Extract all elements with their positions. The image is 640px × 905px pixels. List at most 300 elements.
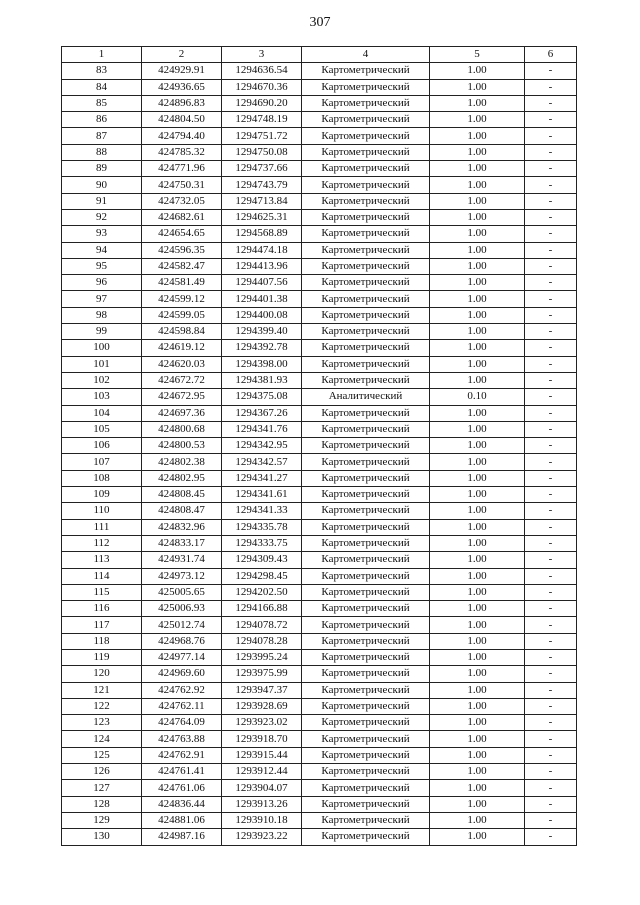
table-cell: 103: [62, 389, 142, 405]
table-cell: 1.00: [430, 128, 525, 144]
table-cell: 1294341.76: [222, 421, 302, 437]
table-row: [62, 715, 577, 731]
table-cell: 1.00: [430, 584, 525, 600]
table-cell: 1.00: [430, 731, 525, 747]
table-row: [62, 454, 577, 470]
table-row: [62, 421, 577, 437]
table-cell: 1.00: [430, 177, 525, 193]
table-cell: Картометрический: [302, 617, 430, 633]
table-cell: 1.00: [430, 698, 525, 714]
table-cell: 107: [62, 454, 142, 470]
table-row: [62, 519, 577, 535]
table-cell: -: [525, 193, 577, 209]
table-cell: Картометрический: [302, 649, 430, 665]
table-cell: -: [525, 829, 577, 845]
table-cell: 424750.31: [142, 177, 222, 193]
table-cell: 110: [62, 503, 142, 519]
table-cell: 425005.65: [142, 584, 222, 600]
table-cell: 1293923.22: [222, 829, 302, 845]
table-cell: 1.00: [430, 405, 525, 421]
table-cell: 1294748.19: [222, 112, 302, 128]
table-cell: 102: [62, 372, 142, 388]
table-cell: 86: [62, 112, 142, 128]
table-cell: -: [525, 552, 577, 568]
table-cell: 1.00: [430, 226, 525, 242]
table-row: [62, 617, 577, 633]
table-cell: 424596.35: [142, 242, 222, 258]
table-cell: Картометрический: [302, 324, 430, 340]
table-cell: 94: [62, 242, 142, 258]
table-cell: 88: [62, 144, 142, 160]
table-cell: -: [525, 747, 577, 763]
table-row: [62, 812, 577, 828]
table-cell: 129: [62, 812, 142, 828]
table-cell: -: [525, 177, 577, 193]
table-cell: 1294690.20: [222, 95, 302, 111]
table-cell: Картометрический: [302, 275, 430, 291]
table-cell: 1293923.02: [222, 715, 302, 731]
table-cell: 424620.03: [142, 356, 222, 372]
table-cell: 1294341.27: [222, 470, 302, 486]
table-cell: Картометрический: [302, 193, 430, 209]
table-cell: Картометрический: [302, 144, 430, 160]
table-row: [62, 698, 577, 714]
table-cell: 1294166.88: [222, 601, 302, 617]
table-cell: 424732.05: [142, 193, 222, 209]
table-cell: 424808.45: [142, 487, 222, 503]
table-cell: 1294333.75: [222, 535, 302, 551]
table-cell: 101: [62, 356, 142, 372]
table-cell: 424929.91: [142, 63, 222, 79]
table-row: [62, 79, 577, 95]
table-row: [62, 324, 577, 340]
table-cell: 121: [62, 682, 142, 698]
table-cell: 1294398.00: [222, 356, 302, 372]
table-cell: 1294078.72: [222, 617, 302, 633]
table-cell: 1294636.54: [222, 63, 302, 79]
table-cell: Картометрический: [302, 242, 430, 258]
table-row: [62, 161, 577, 177]
table-cell: Картометрический: [302, 568, 430, 584]
header-cell: 2: [142, 47, 222, 63]
table-cell: -: [525, 519, 577, 535]
table-cell: 112: [62, 535, 142, 551]
table-row: [62, 764, 577, 780]
table-row: [62, 340, 577, 356]
table-cell: 424761.06: [142, 780, 222, 796]
table-cell: -: [525, 242, 577, 258]
table-row: [62, 95, 577, 111]
table-cell: 1294413.96: [222, 258, 302, 274]
table-cell: 1.00: [430, 275, 525, 291]
table-row: [62, 552, 577, 568]
table-row: [62, 568, 577, 584]
table-row: [62, 275, 577, 291]
table-cell: -: [525, 389, 577, 405]
table-cell: 424619.12: [142, 340, 222, 356]
table-cell: 1294341.33: [222, 503, 302, 519]
table-cell: 1.00: [430, 715, 525, 731]
table-cell: 1294713.84: [222, 193, 302, 209]
table-row: [62, 389, 577, 405]
table-cell: 1294341.61: [222, 487, 302, 503]
table-cell: 1.00: [430, 601, 525, 617]
table-cell: 1294474.18: [222, 242, 302, 258]
table-cell: 1294743.79: [222, 177, 302, 193]
table-cell: 126: [62, 764, 142, 780]
table-cell: -: [525, 291, 577, 307]
table-cell: 1294381.93: [222, 372, 302, 388]
table-cell: Картометрический: [302, 731, 430, 747]
table-cell: 424763.88: [142, 731, 222, 747]
table-cell: 118: [62, 633, 142, 649]
table-cell: -: [525, 649, 577, 665]
table-cell: -: [525, 454, 577, 470]
table-cell: Картометрический: [302, 405, 430, 421]
table-cell: -: [525, 584, 577, 600]
table-cell: Картометрический: [302, 226, 430, 242]
table-cell: 1.00: [430, 682, 525, 698]
table-cell: Картометрический: [302, 128, 430, 144]
table-cell: Картометрический: [302, 764, 430, 780]
table-cell: Картометрический: [302, 438, 430, 454]
table-cell: Картометрический: [302, 258, 430, 274]
table-cell: Картометрический: [302, 812, 430, 828]
table-cell: 123: [62, 715, 142, 731]
table-cell: Картометрический: [302, 780, 430, 796]
table-cell: 424936.65: [142, 79, 222, 95]
table-cell: 1293912.44: [222, 764, 302, 780]
table-cell: 424672.72: [142, 372, 222, 388]
table-cell: -: [525, 275, 577, 291]
table-cell: Картометрический: [302, 829, 430, 845]
table-cell: 1.00: [430, 356, 525, 372]
table-cell: Картометрический: [302, 698, 430, 714]
table-cell: -: [525, 356, 577, 372]
table-cell: 91: [62, 193, 142, 209]
table-cell: -: [525, 780, 577, 796]
table-cell: 424808.47: [142, 503, 222, 519]
table-row: [62, 307, 577, 323]
table-cell: -: [525, 63, 577, 79]
table-cell: -: [525, 421, 577, 437]
page-number: 307: [309, 15, 331, 30]
table-cell: -: [525, 112, 577, 128]
table-cell: 424762.11: [142, 698, 222, 714]
table-cell: 1.00: [430, 503, 525, 519]
table-cell: Картометрический: [302, 519, 430, 535]
table-cell: 1.00: [430, 649, 525, 665]
table-cell: 130: [62, 829, 142, 845]
table-cell: 424762.92: [142, 682, 222, 698]
table-cell: 1.00: [430, 63, 525, 79]
table-cell: 99: [62, 324, 142, 340]
table-row: [62, 193, 577, 209]
table-cell: 114: [62, 568, 142, 584]
table-cell: -: [525, 535, 577, 551]
table-cell: -: [525, 307, 577, 323]
table-cell: 125: [62, 747, 142, 763]
table-cell: 1.00: [430, 747, 525, 763]
table-cell: 424785.32: [142, 144, 222, 160]
table-cell: 1.00: [430, 291, 525, 307]
table-cell: 1.00: [430, 324, 525, 340]
table-cell: 113: [62, 552, 142, 568]
table-cell: Картометрический: [302, 601, 430, 617]
table-row: [62, 666, 577, 682]
table-cell: 104: [62, 405, 142, 421]
table-cell: 1294407.56: [222, 275, 302, 291]
table-cell: 122: [62, 698, 142, 714]
table-cell: 1.00: [430, 242, 525, 258]
table-row: [62, 405, 577, 421]
table-cell: 1.00: [430, 487, 525, 503]
table-cell: 1.00: [430, 535, 525, 551]
table-cell: 424654.65: [142, 226, 222, 242]
table-cell: -: [525, 698, 577, 714]
table-cell: 424764.09: [142, 715, 222, 731]
table-cell: Картометрический: [302, 112, 430, 128]
table-cell: 1293918.70: [222, 731, 302, 747]
table-cell: 424599.12: [142, 291, 222, 307]
table-cell: 1294568.89: [222, 226, 302, 242]
table-cell: 1.00: [430, 666, 525, 682]
header-row: [62, 47, 577, 63]
table-row: [62, 584, 577, 600]
table-row: [62, 438, 577, 454]
table-cell: -: [525, 324, 577, 340]
table-cell: 105: [62, 421, 142, 437]
table-row: [62, 633, 577, 649]
table-cell: 1293928.69: [222, 698, 302, 714]
table-row: [62, 356, 577, 372]
table-cell: 425012.74: [142, 617, 222, 633]
table-cell: 424832.96: [142, 519, 222, 535]
table-cell: 90: [62, 177, 142, 193]
table-cell: 424771.96: [142, 161, 222, 177]
table-cell: Картометрический: [302, 470, 430, 486]
table-cell: 85: [62, 95, 142, 111]
coordinates-table: [61, 46, 577, 846]
table-cell: 1.00: [430, 454, 525, 470]
table-row: [62, 226, 577, 242]
table-cell: 1294751.72: [222, 128, 302, 144]
table-row: [62, 601, 577, 617]
table-cell: 96: [62, 275, 142, 291]
table-cell: 1.00: [430, 307, 525, 323]
table-row: [62, 535, 577, 551]
table-cell: Картометрический: [302, 161, 430, 177]
table-cell: 1294670.36: [222, 79, 302, 95]
table-cell: 84: [62, 79, 142, 95]
table-cell: 424800.53: [142, 438, 222, 454]
table-cell: Картометрический: [302, 63, 430, 79]
table-row: [62, 682, 577, 698]
table-cell: -: [525, 79, 577, 95]
table-row: [62, 649, 577, 665]
table-cell: 1.00: [430, 552, 525, 568]
table-cell: 1293975.99: [222, 666, 302, 682]
table-cell: Картометрический: [302, 633, 430, 649]
table-cell: 1294367.26: [222, 405, 302, 421]
table-cell: Картометрический: [302, 682, 430, 698]
table-cell: 97: [62, 291, 142, 307]
table-row: [62, 63, 577, 79]
table-cell: 1.00: [430, 438, 525, 454]
table-cell: 424697.36: [142, 405, 222, 421]
table-cell: 1.00: [430, 372, 525, 388]
table-cell: -: [525, 568, 577, 584]
header-cell: 5: [430, 47, 525, 63]
table-cell: -: [525, 812, 577, 828]
table-cell: 1.00: [430, 470, 525, 486]
table-cell: 424599.05: [142, 307, 222, 323]
table-cell: 1.00: [430, 812, 525, 828]
table-cell: 1.00: [430, 617, 525, 633]
table-row: [62, 258, 577, 274]
table-cell: 424881.06: [142, 812, 222, 828]
table-cell: 92: [62, 209, 142, 225]
table-cell: 124: [62, 731, 142, 747]
table-cell: -: [525, 731, 577, 747]
table-cell: Картометрический: [302, 454, 430, 470]
table-row: [62, 209, 577, 225]
table-cell: Картометрический: [302, 177, 430, 193]
table-cell: 1.00: [430, 633, 525, 649]
header-cell: 4: [302, 47, 430, 63]
table-cell: 424794.40: [142, 128, 222, 144]
table-row: [62, 503, 577, 519]
table-cell: -: [525, 666, 577, 682]
header-cell: 3: [222, 47, 302, 63]
table-cell: 425006.93: [142, 601, 222, 617]
table-cell: -: [525, 764, 577, 780]
table-cell: 1.00: [430, 829, 525, 845]
table-cell: -: [525, 95, 577, 111]
table-cell: Картометрический: [302, 487, 430, 503]
table-cell: 424804.50: [142, 112, 222, 128]
table-cell: Картометрический: [302, 503, 430, 519]
table-cell: 1293915.44: [222, 747, 302, 763]
table-cell: 1.00: [430, 568, 525, 584]
table-cell: -: [525, 144, 577, 160]
table-cell: 120: [62, 666, 142, 682]
table-cell: 93: [62, 226, 142, 242]
table-cell: Картометрический: [302, 584, 430, 600]
table-cell: Картометрический: [302, 79, 430, 95]
table-cell: 1294737.66: [222, 161, 302, 177]
table-cell: 424969.60: [142, 666, 222, 682]
table-cell: 1.00: [430, 258, 525, 274]
table-cell: 1293910.18: [222, 812, 302, 828]
table-cell: 1294298.45: [222, 568, 302, 584]
table-cell: 109: [62, 487, 142, 503]
table-cell: -: [525, 258, 577, 274]
table-cell: 1294401.38: [222, 291, 302, 307]
table-cell: 111: [62, 519, 142, 535]
table-cell: -: [525, 372, 577, 388]
table-cell: 1.00: [430, 519, 525, 535]
table-cell: 119: [62, 649, 142, 665]
table-cell: -: [525, 617, 577, 633]
table-cell: 1293947.37: [222, 682, 302, 698]
table-cell: 424931.74: [142, 552, 222, 568]
header-cell: 6: [525, 47, 577, 63]
table-cell: 1.00: [430, 421, 525, 437]
table-cell: 115: [62, 584, 142, 600]
table-cell: 128: [62, 796, 142, 812]
table-cell: Картометрический: [302, 421, 430, 437]
table-cell: -: [525, 715, 577, 731]
table-cell: 83: [62, 63, 142, 79]
table-cell: 424973.12: [142, 568, 222, 584]
table-row: [62, 128, 577, 144]
table-cell: 1294202.50: [222, 584, 302, 600]
table-cell: 424672.95: [142, 389, 222, 405]
table-cell: 1294335.78: [222, 519, 302, 535]
table-cell: 424802.95: [142, 470, 222, 486]
table-cell: -: [525, 161, 577, 177]
table-cell: Картометрический: [302, 95, 430, 111]
table-row: [62, 470, 577, 486]
table-row: [62, 731, 577, 747]
table-cell: 1293904.07: [222, 780, 302, 796]
table-cell: 106: [62, 438, 142, 454]
table-row: [62, 144, 577, 160]
table-cell: 424968.76: [142, 633, 222, 649]
table-cell: 424802.38: [142, 454, 222, 470]
table-cell: -: [525, 405, 577, 421]
table-cell: 1.00: [430, 340, 525, 356]
table-cell: 95: [62, 258, 142, 274]
table-cell: Картометрический: [302, 340, 430, 356]
header-cell: 1: [62, 47, 142, 63]
table-row: [62, 291, 577, 307]
table-cell: -: [525, 796, 577, 812]
table-cell: 1294392.78: [222, 340, 302, 356]
table-cell: -: [525, 128, 577, 144]
table-cell: Картометрический: [302, 535, 430, 551]
table-cell: -: [525, 226, 577, 242]
table-cell: Картометрический: [302, 552, 430, 568]
table-cell: 1.00: [430, 144, 525, 160]
table-cell: 424977.14: [142, 649, 222, 665]
table-cell: 0.10: [430, 389, 525, 405]
table-cell: Картометрический: [302, 356, 430, 372]
table-cell: 98: [62, 307, 142, 323]
table-cell: 1294342.95: [222, 438, 302, 454]
table-cell: 424987.16: [142, 829, 222, 845]
table-cell: Картометрический: [302, 666, 430, 682]
table-cell: 1.00: [430, 161, 525, 177]
table-cell: 424598.84: [142, 324, 222, 340]
table-cell: 1294625.31: [222, 209, 302, 225]
table-cell: -: [525, 470, 577, 486]
table-cell: Картометрический: [302, 715, 430, 731]
table-row: [62, 829, 577, 845]
table-cell: 117: [62, 617, 142, 633]
table-cell: 424582.47: [142, 258, 222, 274]
table-cell: 108: [62, 470, 142, 486]
table-cell: 1.00: [430, 796, 525, 812]
table-cell: 1.00: [430, 79, 525, 95]
table-cell: 1294375.08: [222, 389, 302, 405]
table-cell: -: [525, 209, 577, 225]
table-cell: 424581.49: [142, 275, 222, 291]
table-cell: Картометрический: [302, 372, 430, 388]
table-cell: 1293913.26: [222, 796, 302, 812]
table-cell: 424682.61: [142, 209, 222, 225]
